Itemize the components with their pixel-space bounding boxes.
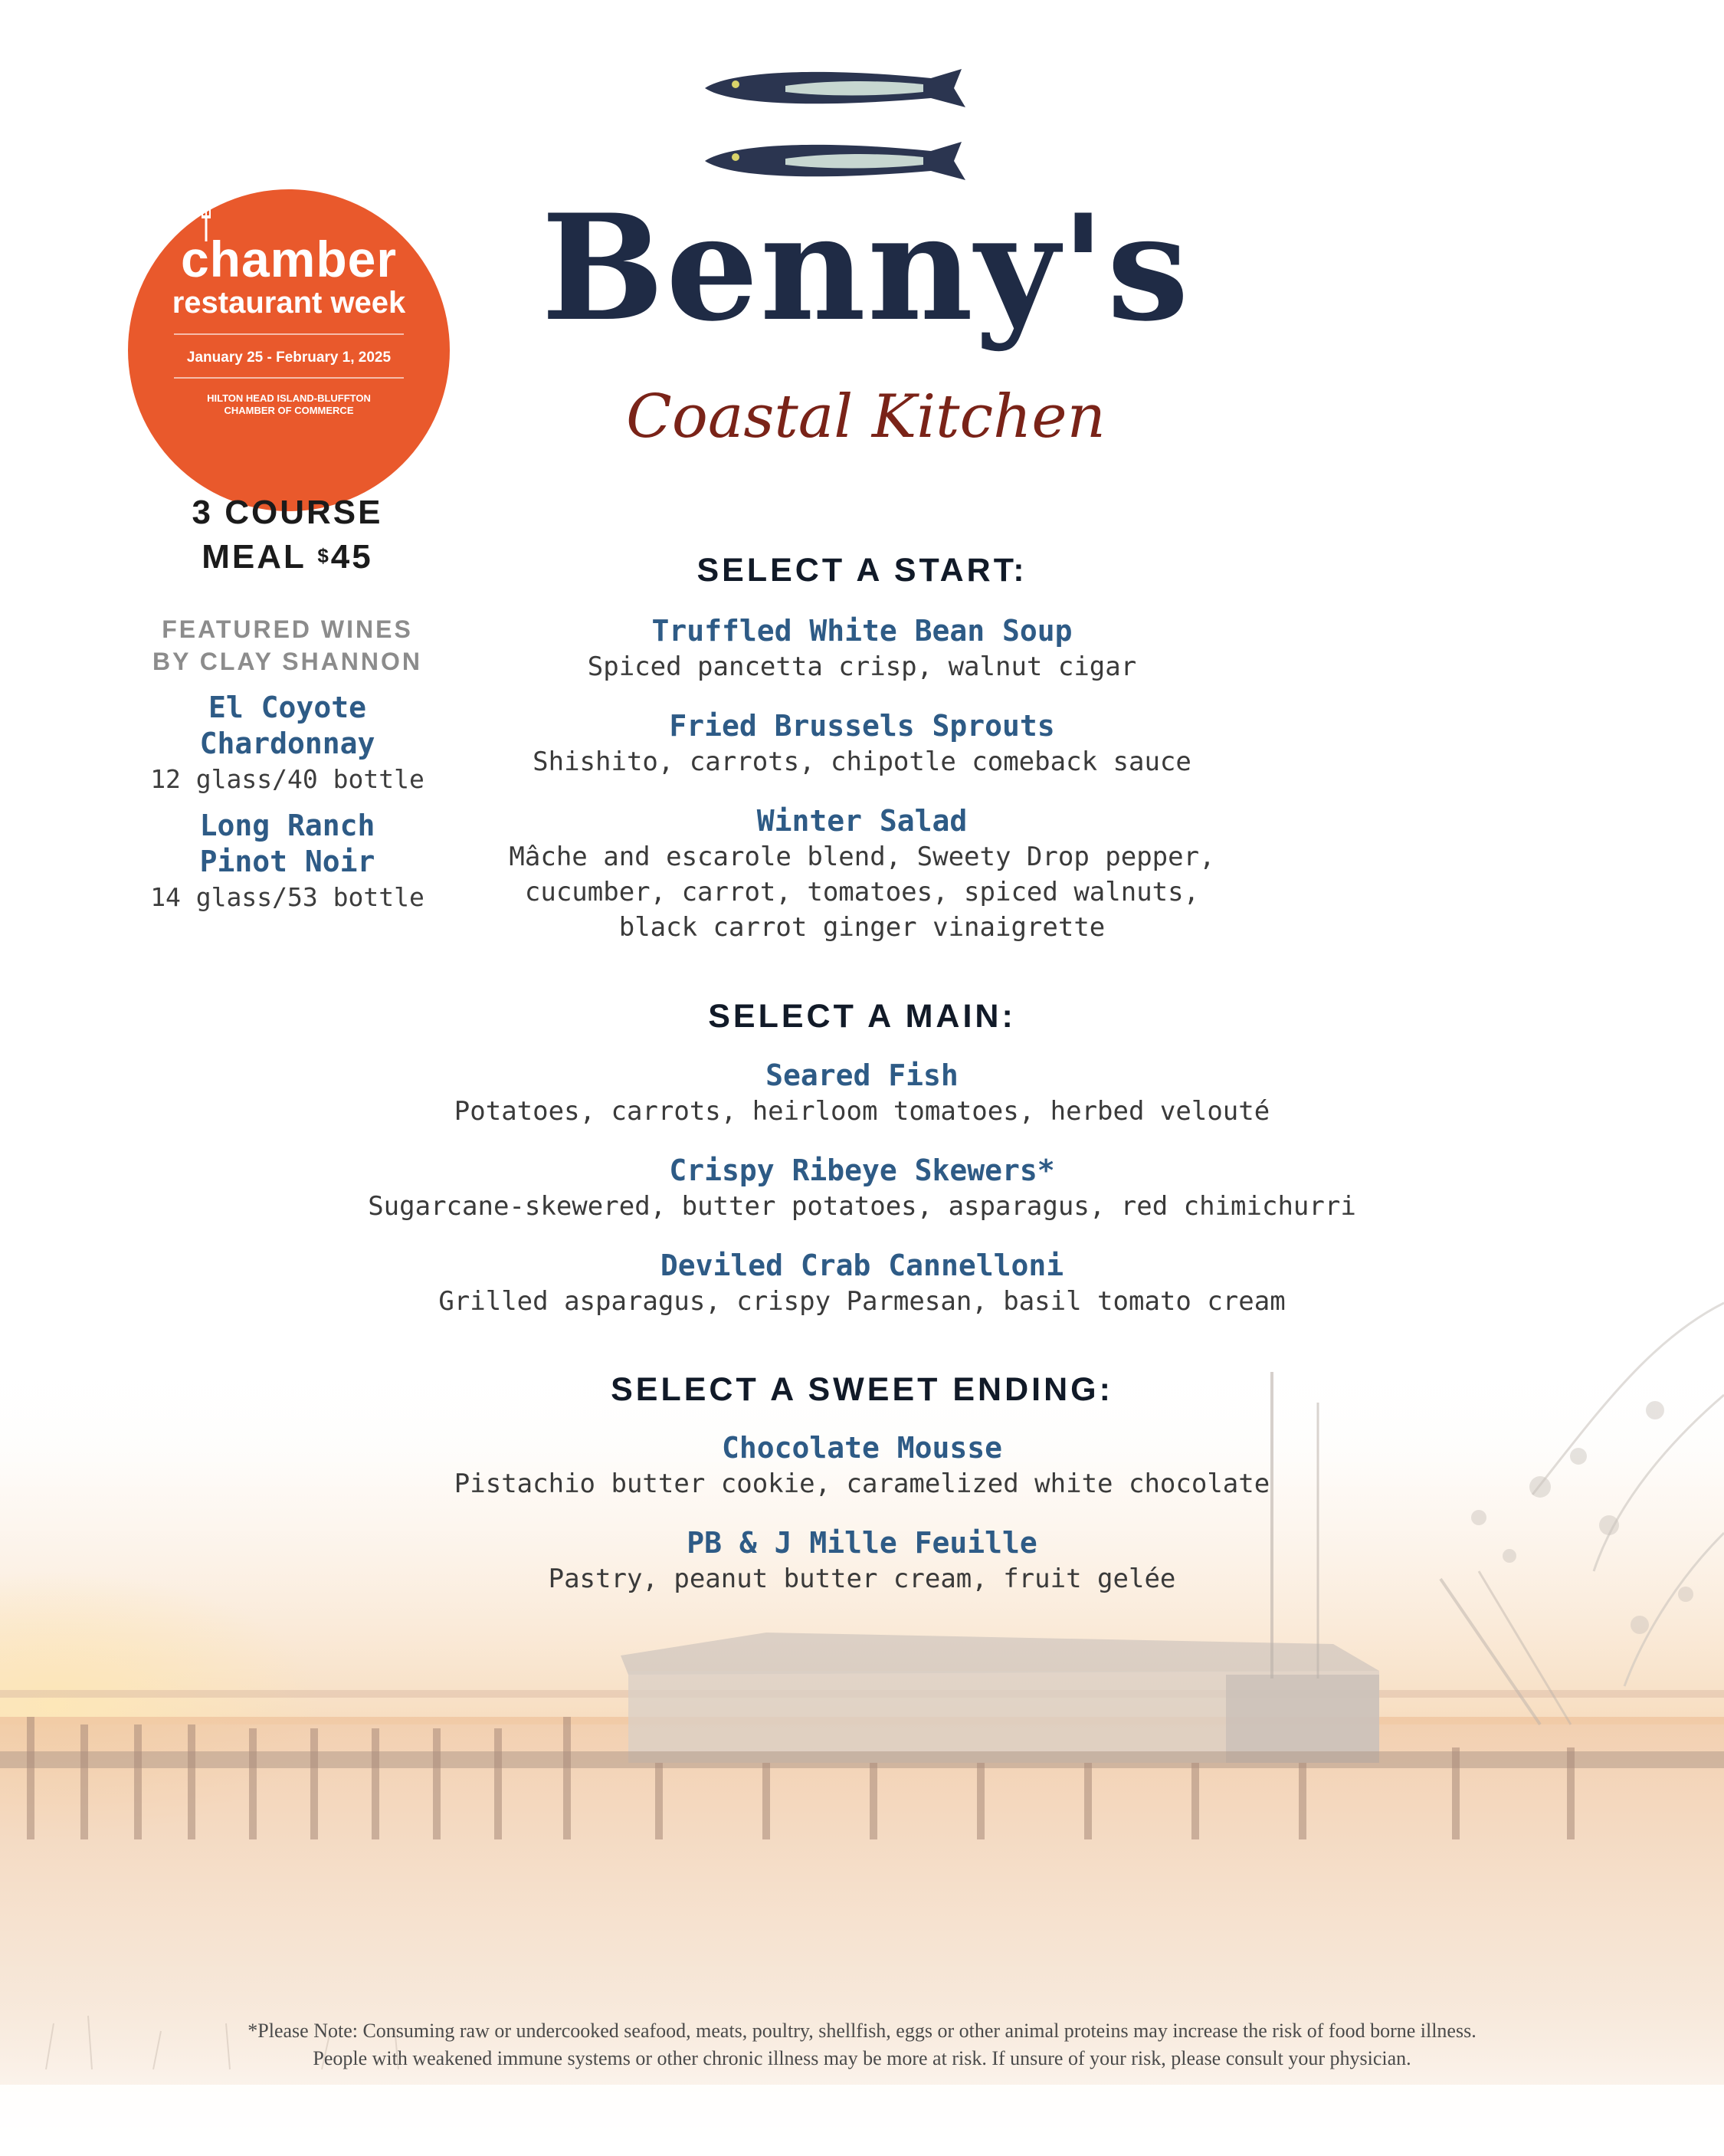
note-line: *Please Note: Consuming raw or undercooked seafood, meats, poultry, shellfish, eggs or other animal proteins may increase the risk of food borne illness.	[247, 2020, 1477, 2042]
menu-item-name: Winter Salad	[756, 804, 968, 838]
menu-item-description: Pistachio butter cookie, caramelized white chocolate	[454, 1469, 1270, 1499]
menu-item-description: Sugarcane-skewered, butter potatoes, asparagus, red chimichurri	[368, 1191, 1356, 1222]
badge-subtitle: restaurant week	[172, 286, 406, 320]
menu-item-description: black carrot ginger vinaigrette	[618, 912, 1106, 943]
wine-name: El Coyote	[208, 691, 366, 724]
featured-wines-line: BY CLAY SHANNON	[152, 648, 423, 675]
menu-item	[306, 1058, 1418, 1129]
currency-symbol: $	[317, 544, 331, 567]
menu-item-description: Mâche and escarole blend, Sweety Drop pepper,	[509, 842, 1215, 872]
note-line: People with weakened immune systems or other chronic illness may be more at risk. If unsure of your risk, please consult your physician.	[313, 2047, 1411, 2069]
featured-wines-line: FEATURED WINES	[162, 615, 413, 643]
menu-item	[306, 1153, 1418, 1224]
menu-item-name: PB & J Mille Feuille	[687, 1526, 1037, 1560]
menu-item-description: Pastry, peanut butter cream, fruit gelée	[548, 1564, 1176, 1594]
menu-item-description: Spiced pancetta crisp, walnut cigar	[587, 651, 1137, 682]
badge-title: chamber	[180, 231, 398, 287]
menu-item	[306, 1430, 1418, 1501]
price-value: 45	[330, 538, 373, 576]
health-advisory-note	[77, 2017, 1647, 2072]
meal-label: MEAL	[202, 538, 306, 576]
badge-divider	[174, 377, 404, 379]
section-title-main: SELECT A MAIN:	[708, 998, 1016, 1035]
menu-item	[306, 803, 1418, 945]
badge-dates: January 25 - February 1, 2025	[186, 349, 392, 366]
wine-varietal: Pinot Noir	[199, 845, 375, 878]
menu-item-name: Seared Fish	[765, 1058, 959, 1092]
menu-item-name: Deviled Crab Cannelloni	[660, 1249, 1064, 1282]
course-count: 3 COURSE	[192, 494, 383, 531]
menu-item	[306, 708, 1418, 779]
menu-item-name: Crispy Ribeye Skewers*	[669, 1153, 1055, 1187]
menu-item-name: Fried Brussels Sprouts	[669, 709, 1055, 743]
badge-org-line: HILTON HEAD ISLAND-BLUFFTON	[207, 392, 371, 404]
wine-name: Long Ranch	[199, 809, 375, 842]
chamber-restaurant-week-badge	[128, 189, 450, 511]
section-title-start: SELECT A START:	[696, 552, 1028, 589]
wine-price: 14 glass/53 bottle	[150, 882, 424, 912]
section-title-sweet: SELECT A SWEET ENDING:	[611, 1371, 1113, 1408]
menu-item	[306, 613, 1418, 684]
badge-divider	[174, 333, 404, 335]
restaurant-name: Benny's	[541, 182, 1191, 353]
badge-organization	[174, 392, 404, 416]
restaurant-tagline: Coastal Kitchen	[626, 382, 1106, 451]
menu-item-description: Grilled asparagus, crispy Parmesan, basil tomato cream	[438, 1286, 1286, 1317]
menu-item-name: Chocolate Mousse	[721, 1431, 1003, 1465]
wine-varietal: Chardonnay	[199, 727, 375, 760]
menu-item-name: Truffled White Bean Soup	[651, 614, 1073, 648]
menu-item	[306, 1525, 1418, 1596]
menu-item-description: Shishito, carrots, chipotle comeback sauce	[533, 747, 1191, 777]
menu-item	[306, 1248, 1418, 1319]
fish-logo-icon	[701, 61, 1023, 192]
menu-item-description: Potatoes, carrots, heirloom tomatoes, herbed velouté	[454, 1096, 1270, 1127]
menu-item-description: cucumber, carrot, tomatoes, spiced walnuts,	[524, 877, 1200, 907]
badge-org-line: CHAMBER OF COMMERCE	[224, 404, 354, 416]
wine-price: 12 glass/40 bottle	[150, 764, 424, 794]
